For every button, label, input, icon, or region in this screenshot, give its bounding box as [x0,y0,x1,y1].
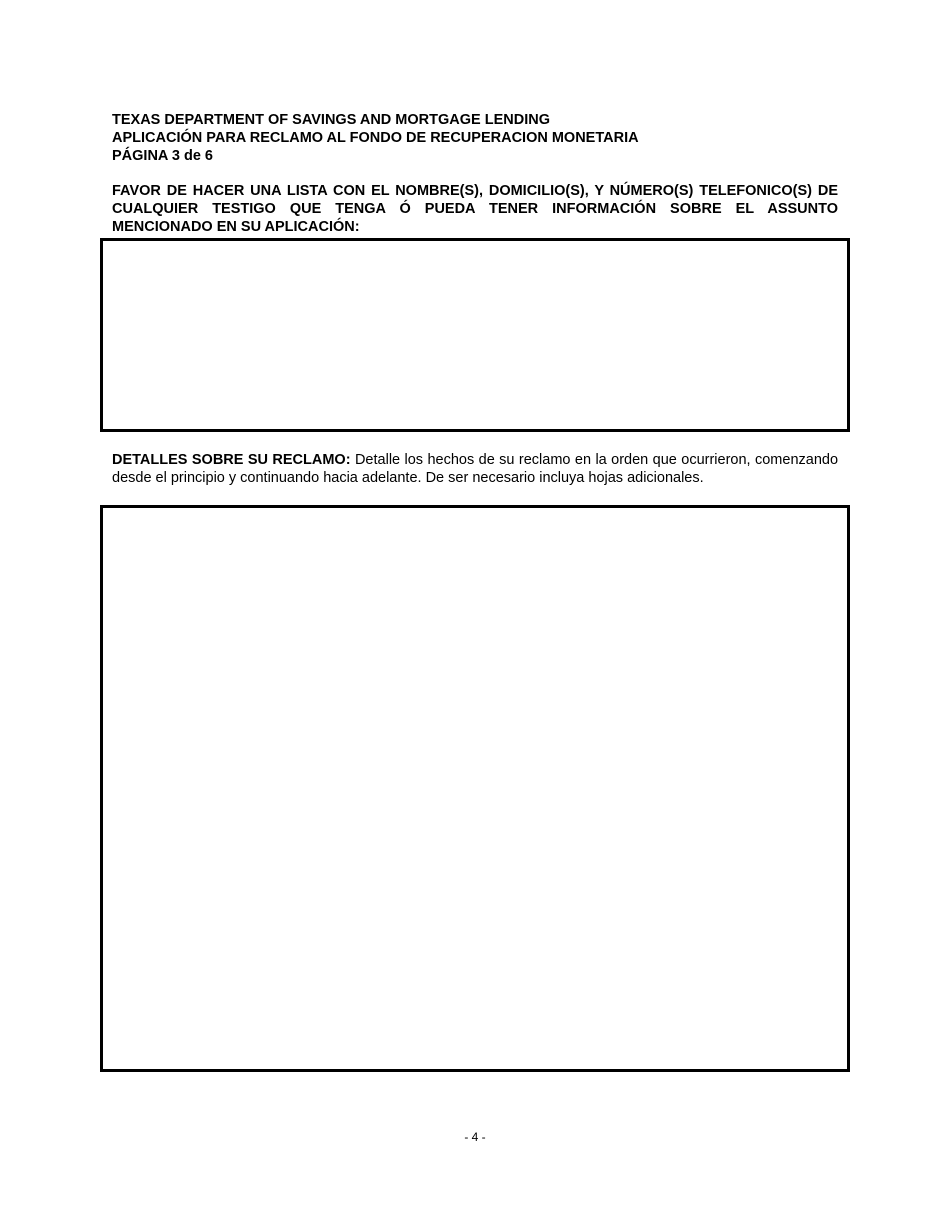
claim-details-label: DETALLES SOBRE SU RECLAMO: [112,452,351,468]
agency-name: TEXAS DEPARTMENT OF SAVINGS AND MORTGAGE LENDING [112,112,550,128]
claim-details-field[interactable] [100,505,850,1072]
witness-list-field[interactable] [100,238,850,432]
claim-details-description: Detalle los hechos de su reclamo en la orden que ocurrieron, comenzando desde el principio y continuando hacia adelante. De ser necesario incluya hojas adicionales. [112,452,839,486]
claim-details-instructions [112,451,838,487]
document-header [112,111,838,165]
page-number: - 4 - [464,1130,486,1144]
form-title: APLICACIÓN PARA RECLAMO AL FONDO DE RECUPERACION MONETARIA [112,130,639,146]
witness-instructions: FAVOR DE HACER UNA LISTA CON EL NOMBRE(S), DOMICILIO(S), Y NÚMERO(S) TELEFONICO(S) DE CUALQUIER TESTIGO QUE TENGA Ó PUEDA TENER INFORMACIÓN SOBRE EL ASSUNTO MENCIONADO EN SU APLICACIÓN: [112,183,838,235]
page-indicator: PÁGINA 3 de 6 [112,148,213,164]
